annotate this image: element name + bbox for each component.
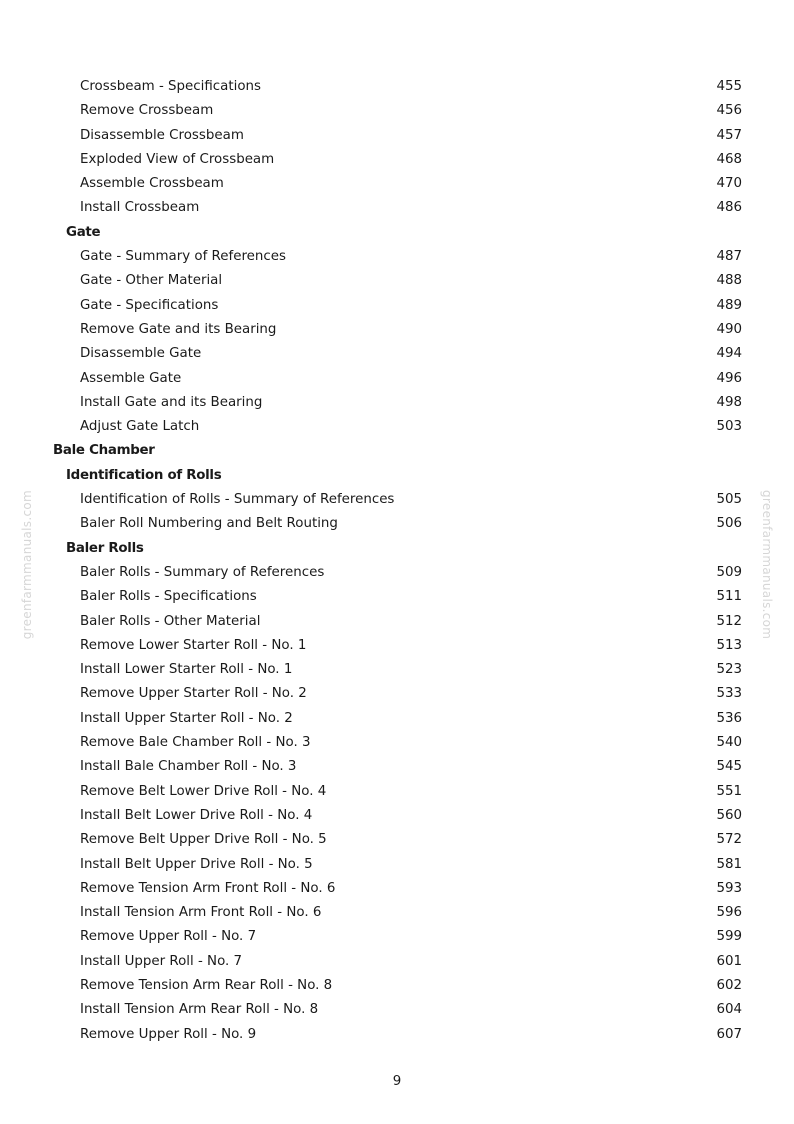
toc-entry-title: Assemble Gate	[80, 370, 182, 386]
toc-entry[interactable]	[0, 342, 794, 366]
table-of-contents	[0, 75, 794, 1047]
toc-entry[interactable]	[0, 707, 794, 731]
toc-entry-title: Remove Upper Roll - No. 7	[80, 929, 257, 945]
toc-entry-title: Install Belt Lower Drive Roll - No. 4	[80, 807, 313, 823]
toc-section-heading	[0, 439, 794, 463]
toc-entry[interactable]	[0, 172, 794, 196]
toc-entry-title: Gate - Specifications	[80, 297, 219, 313]
toc-entry-title: Assemble Crossbeam	[80, 176, 224, 192]
toc-entry[interactable]	[0, 294, 794, 318]
toc-entry-title: Install Gate and its Bearing	[80, 394, 263, 410]
toc-section-heading	[0, 537, 794, 561]
toc-section-heading	[0, 221, 794, 245]
toc-entry[interactable]	[0, 925, 794, 949]
toc-entry-page-number: 494	[716, 346, 742, 362]
toc-entry[interactable]	[0, 561, 794, 585]
toc-section-heading	[0, 464, 794, 488]
toc-entry[interactable]	[0, 634, 794, 658]
toc-entry-page-number: 599	[716, 929, 742, 945]
toc-entry-page-number: 512	[716, 613, 742, 629]
toc-entry-title: Remove Belt Upper Drive Roll - No. 5	[80, 832, 327, 848]
toc-entry[interactable]	[0, 245, 794, 269]
toc-entry-page-number: 456	[716, 103, 742, 119]
toc-entry[interactable]	[0, 804, 794, 828]
toc-entry-page-number: 506	[716, 516, 742, 532]
toc-entry-title: Disassemble Gate	[80, 346, 202, 362]
toc-entry-page-number: 536	[716, 710, 742, 726]
toc-entry-page-number: 581	[716, 856, 742, 872]
toc-entry-title: Disassemble Crossbeam	[80, 127, 244, 143]
toc-entry-page-number: 489	[716, 297, 742, 313]
toc-entry-title: Install Tension Arm Rear Roll - No. 8	[80, 1002, 319, 1018]
toc-entry-title: Install Upper Starter Roll - No. 2	[80, 710, 293, 726]
toc-entry[interactable]	[0, 269, 794, 293]
toc-entry-title: Remove Gate and its Bearing	[80, 321, 277, 337]
toc-entry-page-number: 560	[716, 807, 742, 823]
toc-entry[interactable]	[0, 755, 794, 779]
toc-entry-page-number: 488	[716, 273, 742, 289]
toc-entry[interactable]	[0, 196, 794, 220]
toc-entry-page-number: 545	[716, 759, 742, 775]
toc-entry-page-number: 496	[716, 370, 742, 386]
toc-entry[interactable]	[0, 974, 794, 998]
toc-entry[interactable]	[0, 391, 794, 415]
toc-entry-page-number: 593	[716, 880, 742, 896]
toc-entry-title: Baler Rolls - Summary of References	[80, 564, 325, 580]
toc-entry[interactable]	[0, 124, 794, 148]
toc-entry[interactable]	[0, 853, 794, 877]
toc-entry[interactable]	[0, 610, 794, 634]
toc-entry-page-number: 509	[716, 564, 742, 580]
toc-entry-page-number: 470	[716, 176, 742, 192]
toc-entry-title: Gate - Summary of References	[80, 249, 286, 265]
toc-entry-page-number: 604	[716, 1002, 742, 1018]
toc-entry-title: Install Bale Chamber Roll - No. 3	[80, 759, 297, 775]
toc-entry-page-number: 533	[716, 686, 742, 702]
toc-entry[interactable]	[0, 148, 794, 172]
toc-entry-page-number: 455	[716, 79, 742, 94]
toc-entry-title: Install Crossbeam	[80, 200, 200, 216]
toc-entry-title: Exploded View of Crossbeam	[80, 151, 275, 167]
toc-entry[interactable]	[0, 828, 794, 852]
toc-entry[interactable]	[0, 658, 794, 682]
toc-entry-page-number: 511	[716, 589, 742, 605]
toc-entry[interactable]	[0, 998, 794, 1022]
toc-entry-title: Remove Crossbeam	[80, 103, 214, 119]
watermark-right: greenfarmmanuals.com	[760, 490, 774, 640]
toc-entry-page-number: 505	[716, 492, 742, 508]
toc-entry-title: Identification of Rolls - Summary of References	[80, 492, 395, 508]
toc-entry[interactable]	[0, 901, 794, 925]
toc-entry-title: Gate	[66, 224, 101, 240]
toc-entry-title: Identification of Rolls	[66, 467, 222, 483]
toc-entry[interactable]	[0, 731, 794, 755]
toc-entry-title: Bale Chamber	[53, 443, 155, 459]
toc-entry-page-number: 601	[716, 953, 742, 969]
toc-entry[interactable]	[0, 1023, 794, 1047]
toc-entry-title: Baler Roll Numbering and Belt Routing	[80, 516, 338, 532]
toc-entry-page-number: 596	[716, 905, 742, 921]
toc-entry-title: Install Upper Roll - No. 7	[80, 953, 243, 969]
toc-entry-title: Baler Rolls - Other Material	[80, 613, 261, 629]
toc-entry-page-number: 457	[716, 127, 742, 143]
toc-entry[interactable]	[0, 367, 794, 391]
toc-entry-title: Remove Bale Chamber Roll - No. 3	[80, 735, 311, 751]
toc-entry-title: Install Belt Upper Drive Roll - No. 5	[80, 856, 313, 872]
toc-entry-page-number: 486	[716, 200, 742, 216]
toc-entry-page-number: 487	[716, 249, 742, 265]
toc-entry-title: Gate - Other Material	[80, 273, 223, 289]
toc-entry-title: Remove Tension Arm Rear Roll - No. 8	[80, 977, 333, 993]
toc-entry-title: Remove Tension Arm Front Roll - No. 6	[80, 880, 336, 896]
toc-entry-title: Remove Upper Roll - No. 9	[80, 1026, 257, 1042]
toc-entry-title: Install Lower Starter Roll - No. 1	[80, 662, 293, 678]
toc-entry[interactable]	[0, 780, 794, 804]
toc-entry-page-number: 540	[716, 735, 742, 751]
toc-entry[interactable]	[0, 585, 794, 609]
toc-entry[interactable]	[0, 877, 794, 901]
toc-entry[interactable]	[0, 512, 794, 536]
toc-entry-title: Adjust Gate Latch	[80, 419, 200, 435]
toc-entry-title: Baler Rolls	[66, 540, 144, 556]
toc-entry-page-number: 602	[716, 977, 742, 993]
toc-entry-page-number: 513	[716, 637, 742, 653]
watermark-left: greenfarmmanuals.com	[20, 490, 34, 640]
toc-entry[interactable]	[0, 488, 794, 512]
toc-entry-page-number: 498	[716, 394, 742, 410]
toc-entry-page-number: 551	[716, 783, 742, 799]
toc-entry-page-number: 468	[716, 151, 742, 167]
toc-entry-title: Remove Upper Starter Roll - No. 2	[80, 686, 307, 702]
toc-entry-page-number: 490	[716, 321, 742, 337]
toc-entry-title: Remove Belt Lower Drive Roll - No. 4	[80, 783, 327, 799]
toc-entry[interactable]	[0, 99, 794, 123]
toc-entry-title: Install Tension Arm Front Roll - No. 6	[80, 905, 322, 921]
toc-entry-page-number: 503	[716, 419, 742, 435]
toc-entry[interactable]	[0, 75, 794, 99]
toc-entry-page-number: 523	[716, 662, 742, 678]
toc-entry-title: Crossbeam - Specifications	[80, 79, 261, 94]
toc-entry[interactable]	[0, 682, 794, 706]
toc-entry-page-number: 607	[716, 1026, 742, 1042]
toc-entry[interactable]	[0, 318, 794, 342]
toc-entry-title: Remove Lower Starter Roll - No. 1	[80, 637, 307, 653]
toc-entry[interactable]	[0, 950, 794, 974]
toc-entry-title: Baler Rolls - Specifications	[80, 589, 257, 605]
toc-entry[interactable]	[0, 415, 794, 439]
toc-entry-page-number: 572	[716, 832, 742, 848]
page-number: 9	[392, 1074, 402, 1089]
